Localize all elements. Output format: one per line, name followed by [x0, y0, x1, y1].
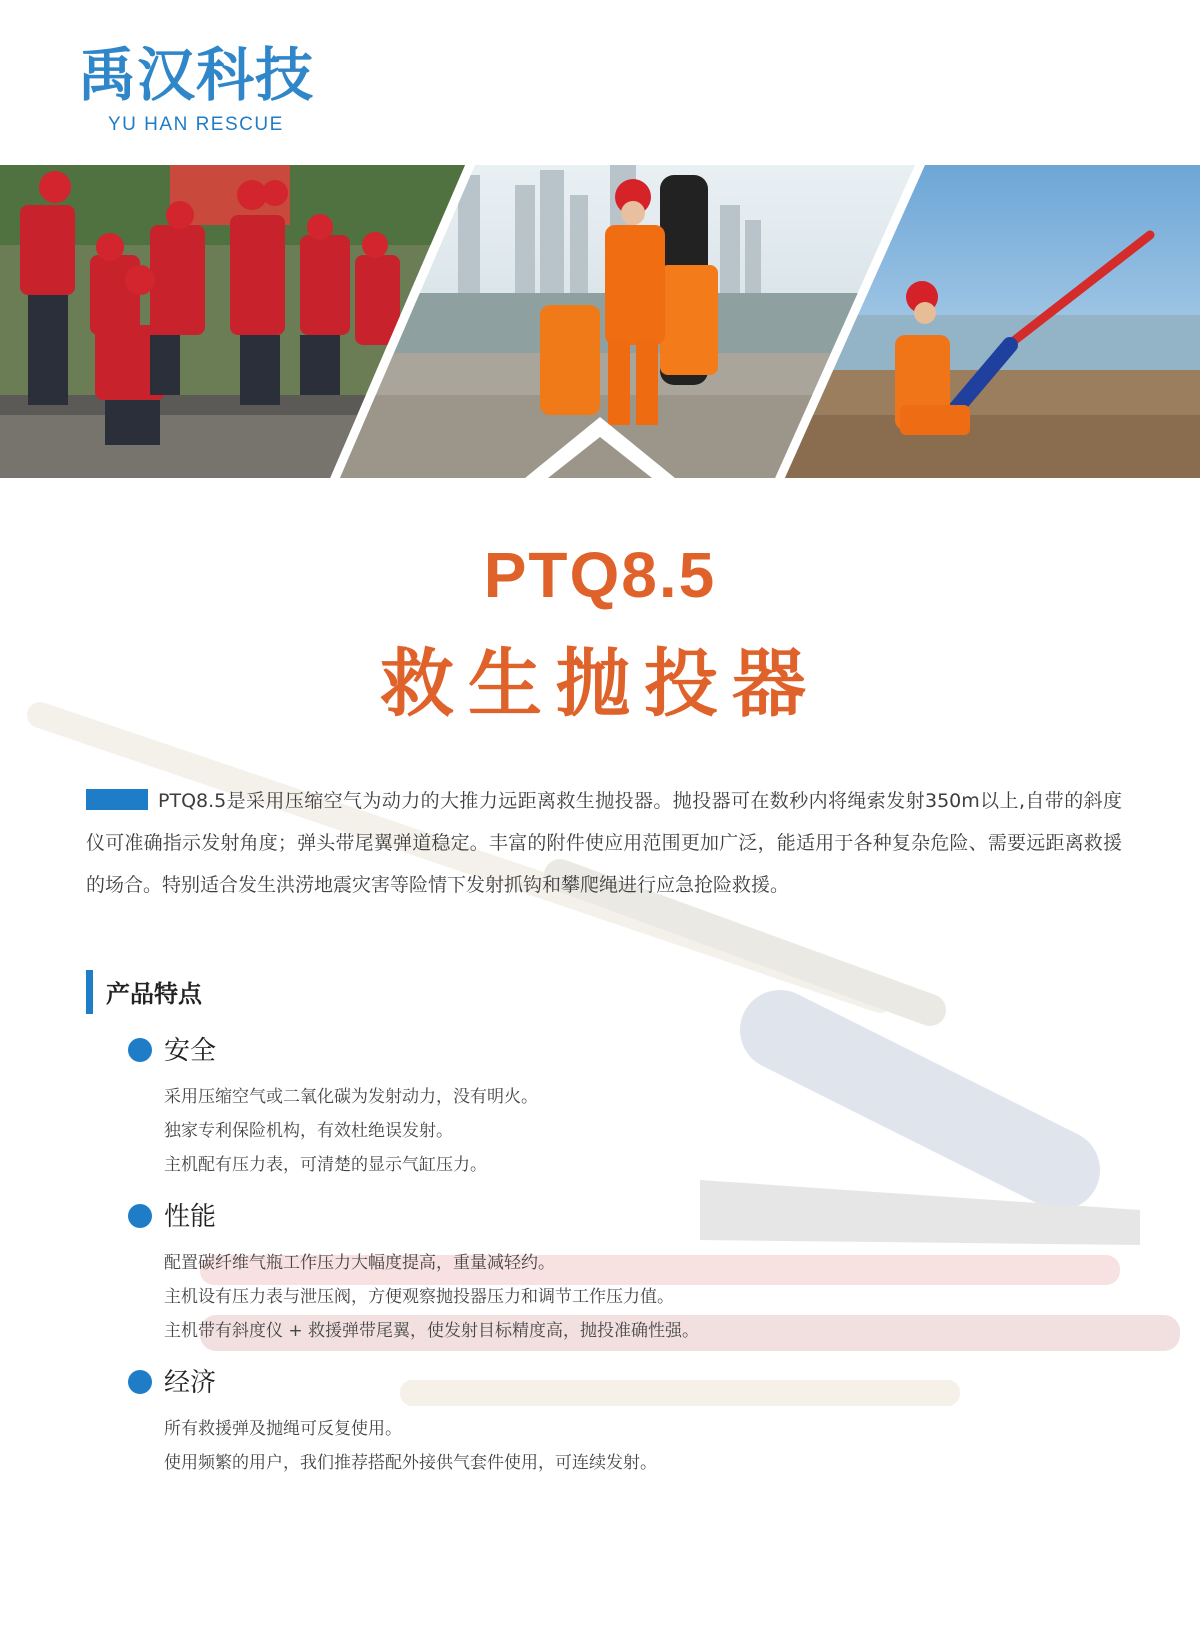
- feature-title: 安全: [164, 1036, 217, 1066]
- photo-banner: [0, 165, 1200, 478]
- features-title: 产品特点: [106, 980, 202, 1008]
- feature-title: 经济: [164, 1368, 217, 1398]
- feature-line: 独家专利保险机构，有效杜绝误发射。: [164, 1121, 453, 1141]
- feature-title: 性能: [164, 1202, 217, 1232]
- feature-safety: [128, 1030, 1028, 1182]
- logo-chinese-name: 禹汉科技: [78, 41, 315, 109]
- intro-text: PTQ8.5是采用压缩空气为动力的大推力远距离救生抛投器。抛投器可在数秒内将绳索发射350m以上,自带的斜度仪可准确指示发射角度；弹头带尾翼弹道稳定。丰富的附件使应用范围更加广泛，能适用于各种复杂危险、需要远距离救援的场合。特别适合发生洪涝地震灾害等险情下发射抓钩和攀爬绳进行应急抢险救援。: [86, 790, 1122, 896]
- feature-line: 主机带有斜度仪 + 救援弹带尾翼，使发射目标精度高，抛投准确性强。: [164, 1321, 700, 1341]
- product-model: PTQ8.5: [483, 539, 717, 611]
- feature-line: 使用频繁的用户，我们推荐搭配外接供气套件使用，可连续发射。: [164, 1453, 657, 1473]
- bullet-dot-icon: [128, 1370, 152, 1394]
- feature-line: 采用压缩空气或二氧化碳为发射动力，没有明火。: [164, 1087, 538, 1107]
- bullet-dot-icon: [128, 1204, 152, 1228]
- product-name: 救生抛投器: [380, 641, 820, 727]
- feature-economy: [128, 1362, 1028, 1480]
- intro-accent-bar: [86, 789, 148, 810]
- intro-paragraph: [86, 780, 1122, 906]
- bullet-dot-icon: [128, 1038, 152, 1062]
- feature-performance: [128, 1196, 1028, 1348]
- feature-line: 配置碳纤维气瓶工作压力大幅度提高，重量减轻约。: [164, 1253, 555, 1273]
- logo-english-name: YU HAN RESCUE: [108, 114, 284, 135]
- heading-accent-bar: [86, 970, 93, 1014]
- feature-line: 主机配有压力表，可清楚的显示气缸压力。: [164, 1155, 487, 1175]
- brand-logo: [78, 40, 315, 136]
- feature-line: 主机设有压力表与泄压阀，方便观察抛投器压力和调节工作压力值。: [164, 1287, 674, 1307]
- feature-line: 所有救援弹及抛绳可反复使用。: [164, 1419, 402, 1439]
